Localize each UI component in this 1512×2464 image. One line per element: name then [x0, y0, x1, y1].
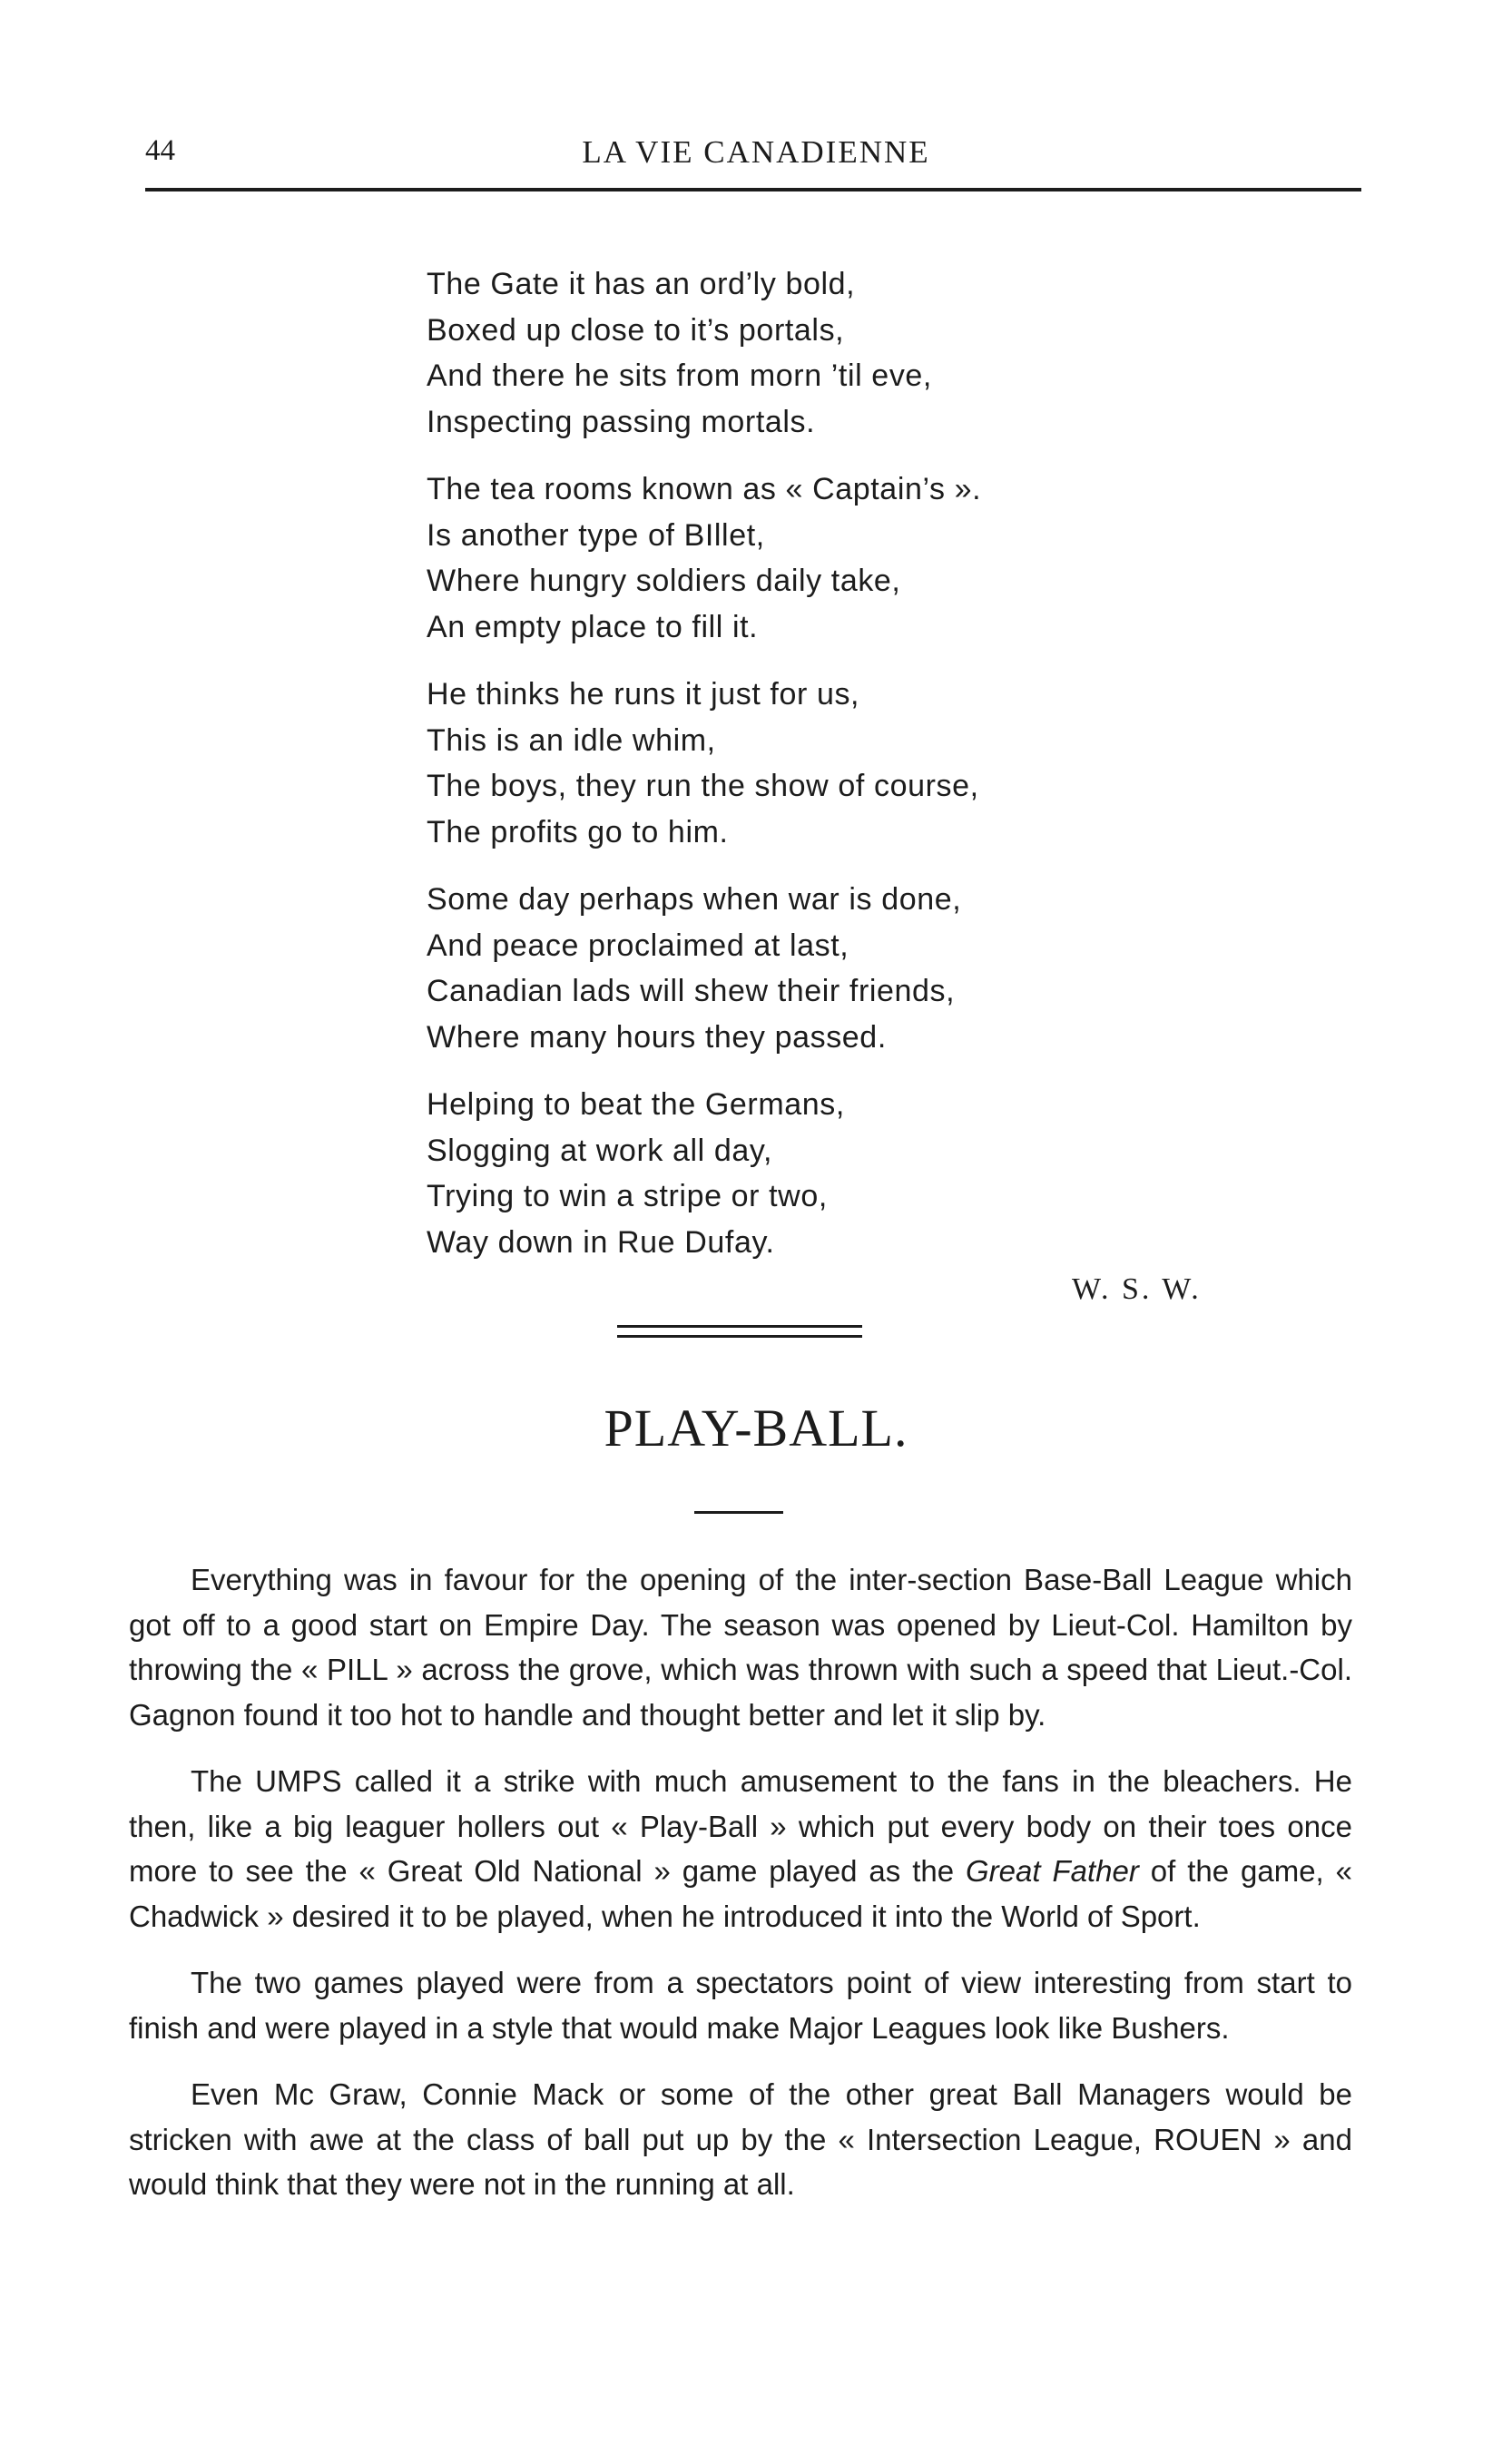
poem-stanza-3 [427, 672, 1243, 855]
poem-line: And peace proclaimed at last, [427, 928, 849, 963]
poem-line: The boys, they run the show of course, [427, 769, 979, 803]
poem-line: Where hungry soldiers daily take, [427, 564, 901, 598]
poem-stanza-5 [427, 1082, 1243, 1265]
poem-line: Inspecting passing mortals. [427, 404, 816, 439]
article-paragraph-3: The two games played were from a spectators point of view interesting from start to finish and were played in a style that would make Major Leagues look like Bushers. [129, 1966, 1352, 2045]
poem-stanza-2 [427, 466, 1243, 650]
poem-line: Is another type of BIllet, [427, 517, 765, 553]
poem-line: Helping to beat the Germans, [427, 1087, 845, 1122]
poem-line: The profits go to him. [427, 814, 729, 849]
page-number: 44 [145, 134, 175, 167]
poem-line: The Gate it has an ord’ly bold, [427, 267, 856, 301]
poem-line: And there he sits from morn ’til eve, [427, 358, 932, 393]
poem-stanza-4 [427, 877, 1243, 1060]
paragraph-text: of the game, « Chadwick » desired it to be played, when he introduced it into the World of Sport. [129, 1854, 1353, 1933]
poem-line: Slogging at work all day, [427, 1133, 773, 1168]
poem-line: Where many hours they passed. [427, 1019, 887, 1055]
poem-stanza-1 [427, 261, 1243, 445]
paragraph-text: The UMPS called it a strike with much amusement to the fans in the bleachers. He then, like a big leaguer hollers out « Play-Ball » which put every body on their toes once more to see the « Great Old National » game played as the [129, 1764, 1352, 1888]
poem-line: Boxed up close to it’s portals, [427, 312, 845, 348]
section-divider [617, 1325, 862, 1338]
poem-line: An empty place to fill it. [427, 609, 759, 644]
poem-line: The tea rooms known as « Captain’s ». [427, 472, 982, 506]
journal-title: LA VIE CANADIENNE [582, 134, 930, 170]
poem-line: He thinks he runs it just for us, [427, 677, 860, 712]
article-paragraph-4: Even Mc Graw, Connie Mack or some of the other great Ball Managers would be stricken with awe at the class of ball put up by the « Intersection League, ROUEN » and would think that they were not in the running at all. [129, 2077, 1352, 2201]
poem-line: Canadian lads will shew their friends, [427, 974, 956, 1008]
poem-line: Trying to win a stripe or two, [427, 1179, 828, 1213]
poem [427, 261, 1243, 1287]
header-rule [145, 188, 1361, 191]
article-body [129, 1557, 1352, 2229]
poem-line: Way down in Rue Dufay. [427, 1224, 775, 1260]
poem-line: Some day perhaps when war is done, [427, 882, 962, 917]
title-rule [694, 1511, 783, 1514]
poem-signature: W. S. W. [1072, 1272, 1202, 1306]
article-paragraph-1: Everything was in favour for the opening of the inter-section Base-Ball League which got off to a good start on Empire Day. The season was opened by Lieut-Col. Hamilton by throwing the « PILL » across the grove, which was thrown with such a speed that Lieut.-Col. Gagnon found it too hot to handle and thought better and let it slip by. [129, 1563, 1352, 1732]
article-paragraph-2 [129, 1759, 1352, 1939]
poem-line: This is an idle whim, [427, 722, 716, 758]
italic-phrase: Great Father [966, 1854, 1139, 1888]
article-title: PLAY-BALL. [604, 1399, 908, 1458]
